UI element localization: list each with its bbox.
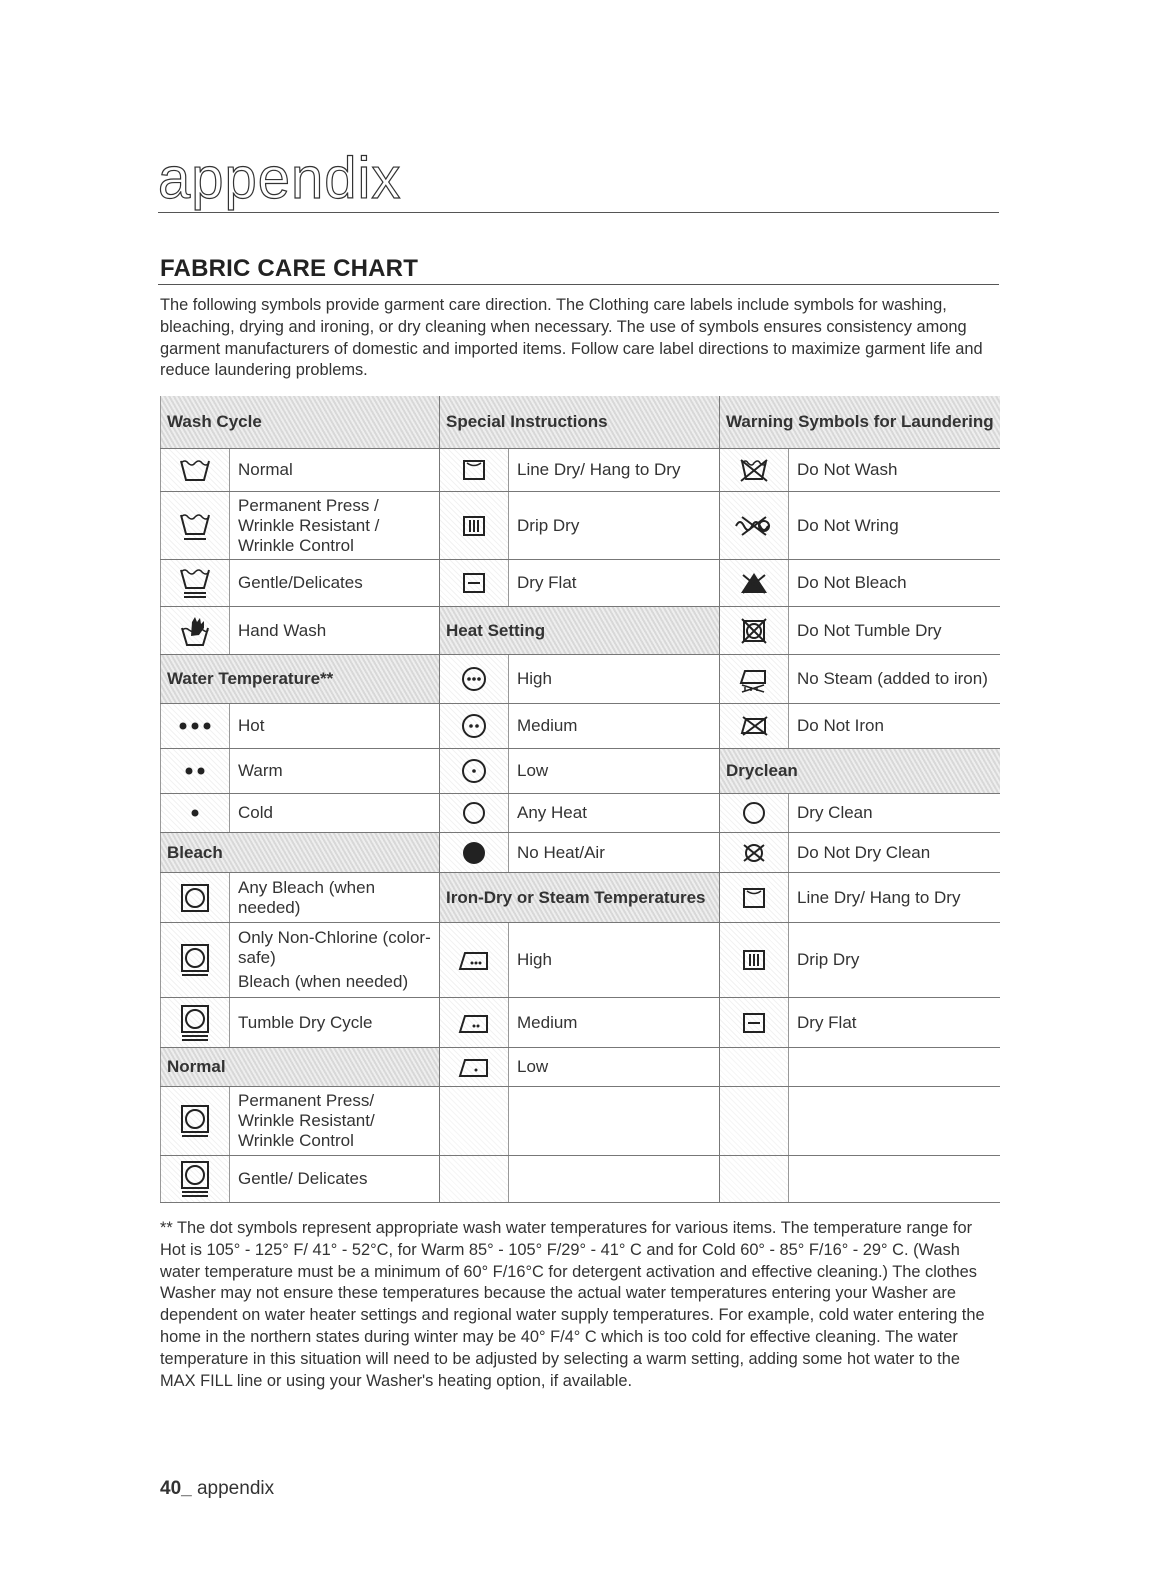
- heat-medium-label: Medium: [517, 716, 578, 735]
- wash-gentle-label: Gentle/Delicates: [238, 573, 363, 592]
- intro-paragraph: The following symbols provide garment care direction. The Clothing care labels include symbols for washing, bleaching, drying and ironing, or dry cleaning when necessary. The use of symbols ensures consistency among garment manufacturers of domestic and imported items. Follow care label directions to maximize garment life and reduce laundering problems.: [160, 296, 983, 380]
- dry-clean-label: Dry Clean: [797, 803, 873, 822]
- iron-medium-label: Medium: [517, 1012, 578, 1032]
- header-special-instructions: Special Instructions: [440, 396, 719, 448]
- table-row: [160, 607, 1000, 655]
- table-row: [160, 1156, 1000, 1203]
- warm-dots-icon: [161, 749, 230, 793]
- header-dryclean: Dryclean: [720, 749, 1000, 793]
- warm-label: Warm: [238, 761, 283, 780]
- do-not-iron-label: Do Not Iron: [797, 716, 884, 735]
- table-row: [160, 833, 1000, 873]
- title-rule: [158, 212, 999, 213]
- heat-medium-icon: [440, 704, 509, 748]
- footer-section: appendix: [196, 1478, 275, 1499]
- table-row: [160, 1048, 1000, 1087]
- do-not-dry-clean-icon: [720, 833, 789, 872]
- fabric-care-table: [160, 396, 1000, 1203]
- bleach-when-needed-label: Bleach (when needed): [238, 972, 409, 991]
- header-heat-setting: Heat Setting: [440, 607, 719, 654]
- empty-icon-cell: [440, 1087, 509, 1155]
- wash-permanent-press-label: Permanent Press / Wrinkle Resistant / Wrinkle Control: [238, 495, 380, 555]
- do-not-bleach-label: Do Not Bleach: [797, 573, 907, 592]
- table-row: [160, 749, 1000, 794]
- page-footer: [160, 1478, 274, 1500]
- line-dry-icon-2: [720, 873, 789, 922]
- header-iron-temperatures: Iron-Dry or Steam Temperatures: [440, 873, 719, 922]
- line-dry-label: Line Dry/ Hang to Dry: [517, 460, 681, 479]
- heat-low-icon: [440, 749, 509, 793]
- table-row: [160, 998, 1000, 1048]
- cold-label: Cold: [238, 803, 273, 822]
- no-heat-label: No Heat/Air: [517, 842, 605, 862]
- heat-high-icon: [440, 655, 509, 703]
- header-normal: Normal: [161, 1048, 439, 1086]
- table-row: [160, 396, 1000, 449]
- do-not-wash-label: Do Not Wash: [797, 460, 898, 479]
- table-row: [160, 449, 1000, 492]
- iron-high-label: High: [517, 950, 552, 969]
- do-not-bleach-icon: [720, 560, 789, 606]
- dry-flat-icon-2: [720, 998, 789, 1047]
- temperature-footnote: ** The dot symbols represent appropriate wash water temperatures for various items. The temperature range for Hot is 105° - 125° F/ 41° - 52°C, for Warm 85° - 105° F/29° - 41° C and for Cold 60° - 85° F/16° - 29° C. (Wash water temperature must be a minimum of 60° F/16°C for detergent activation and effective cleaning.) The clothes Washer may not ensure these temperatures because the actual water temperatures entering your Washer are dependent on water heater settings and regional water supply temperatures. For example, cold water entering the home in the northern states during winter may be 40° F/4° C which is too cold for effective cleaning. The water temperature in this situation will need to be adjusted by selecting a warm setting, adding some hot water to the MAX FILL line or using your Washer's heating option, if available.: [160, 1219, 985, 1390]
- any-bleach-icon: [161, 873, 230, 922]
- wash-normal-label: Normal: [238, 460, 293, 479]
- hot-dots-icon: [161, 704, 230, 748]
- empty-text-cell: [789, 1048, 1000, 1086]
- empty-text-cell: [509, 1087, 719, 1155]
- empty-icon-cell: [440, 1156, 509, 1202]
- non-chlorine-label: Only Non-Chlorine (color-safe): [238, 928, 431, 967]
- cold-dot-icon: [161, 794, 230, 832]
- table-row: [160, 560, 1000, 607]
- do-not-wring-icon: [720, 492, 789, 559]
- header-warning-symbols: Warning Symbols for Laundering: [720, 396, 1000, 448]
- iron-medium-icon: [440, 998, 509, 1047]
- do-not-wring-label: Do Not Wring: [797, 515, 899, 535]
- empty-icon-cell: [720, 1087, 789, 1155]
- do-not-iron-icon: [720, 704, 789, 748]
- table-row: [160, 1087, 1000, 1156]
- any-heat-icon: [440, 794, 509, 832]
- heat-low-label: Low: [517, 761, 549, 780]
- dry-clean-icon: [720, 794, 789, 832]
- dry-flat-label-2: Dry Flat: [797, 1012, 857, 1032]
- table-row: [160, 873, 1000, 923]
- any-bleach-label: Any Bleach (when needed): [238, 877, 376, 917]
- table-row: [160, 655, 1000, 704]
- empty-text-cell: [509, 1156, 719, 1202]
- do-not-tumble-dry-icon: [720, 607, 789, 654]
- hand-wash-label: Hand Wash: [238, 620, 327, 640]
- empty-text-cell: [789, 1156, 1000, 1202]
- tumble-dry-cycle-icon: [161, 998, 230, 1047]
- normal-gentle-label: Gentle/ Delicates: [238, 1169, 368, 1188]
- iron-low-label: Low: [517, 1057, 549, 1076]
- wash-permanent-press-icon: [161, 492, 230, 559]
- table-row: [160, 492, 1000, 560]
- empty-icon-cell: [720, 1156, 789, 1202]
- wash-normal-icon: [161, 449, 230, 491]
- drip-dry-label-2: Drip Dry: [797, 950, 860, 969]
- hand-wash-icon: [161, 607, 230, 654]
- appendix-title: appendix: [158, 146, 402, 211]
- drip-dry-label: Drip Dry: [517, 515, 580, 535]
- header-bleach: Bleach: [161, 833, 439, 872]
- non-chlorine-bleach-icon: [161, 923, 230, 997]
- do-not-dry-clean-label: Do Not Dry Clean: [797, 842, 931, 862]
- empty-icon-cell: [720, 1048, 789, 1086]
- non-chlorine-text: [230, 923, 439, 997]
- drip-dry-icon: [440, 492, 509, 559]
- normal-gentle-icon: [161, 1156, 230, 1202]
- heat-high-label: High: [517, 669, 552, 688]
- table-row: [160, 794, 1000, 833]
- empty-text-cell: [789, 1087, 1000, 1155]
- normal-permanent-press-label: Permanent Press/ Wrinkle Resistant/ Wrinkle Control: [238, 1091, 375, 1150]
- table-row: [160, 923, 1000, 998]
- hot-label: Hot: [238, 716, 265, 735]
- section-title: FABRIC CARE CHART: [160, 255, 419, 282]
- no-steam-label: No Steam (added to iron): [797, 669, 988, 688]
- drip-dry-icon-2: [720, 923, 789, 997]
- dry-flat-label: Dry Flat: [517, 573, 577, 592]
- no-steam-icon: [720, 655, 789, 703]
- iron-high-icon: [440, 923, 509, 997]
- tumble-dry-cycle-label: Tumble Dry Cycle: [238, 1012, 373, 1032]
- table-row: [160, 704, 1000, 749]
- any-heat-label: Any Heat: [517, 803, 587, 822]
- dry-flat-icon: [440, 560, 509, 606]
- iron-low-icon: [440, 1048, 509, 1086]
- do-not-tumble-dry-label: Do Not Tumble Dry: [797, 620, 942, 640]
- no-heat-icon: [440, 833, 509, 872]
- normal-permanent-press-icon: [161, 1087, 230, 1155]
- section-rule: [158, 284, 999, 285]
- do-not-wash-icon: [720, 449, 789, 491]
- line-dry-label-2: Line Dry/ Hang to Dry: [797, 887, 961, 907]
- wash-gentle-icon: [161, 560, 230, 606]
- header-water-temperature: Water Temperature**: [161, 655, 439, 703]
- header-wash-cycle: Wash Cycle: [161, 396, 439, 448]
- page-number: 40_: [160, 1478, 192, 1499]
- line-dry-icon: [440, 449, 509, 491]
